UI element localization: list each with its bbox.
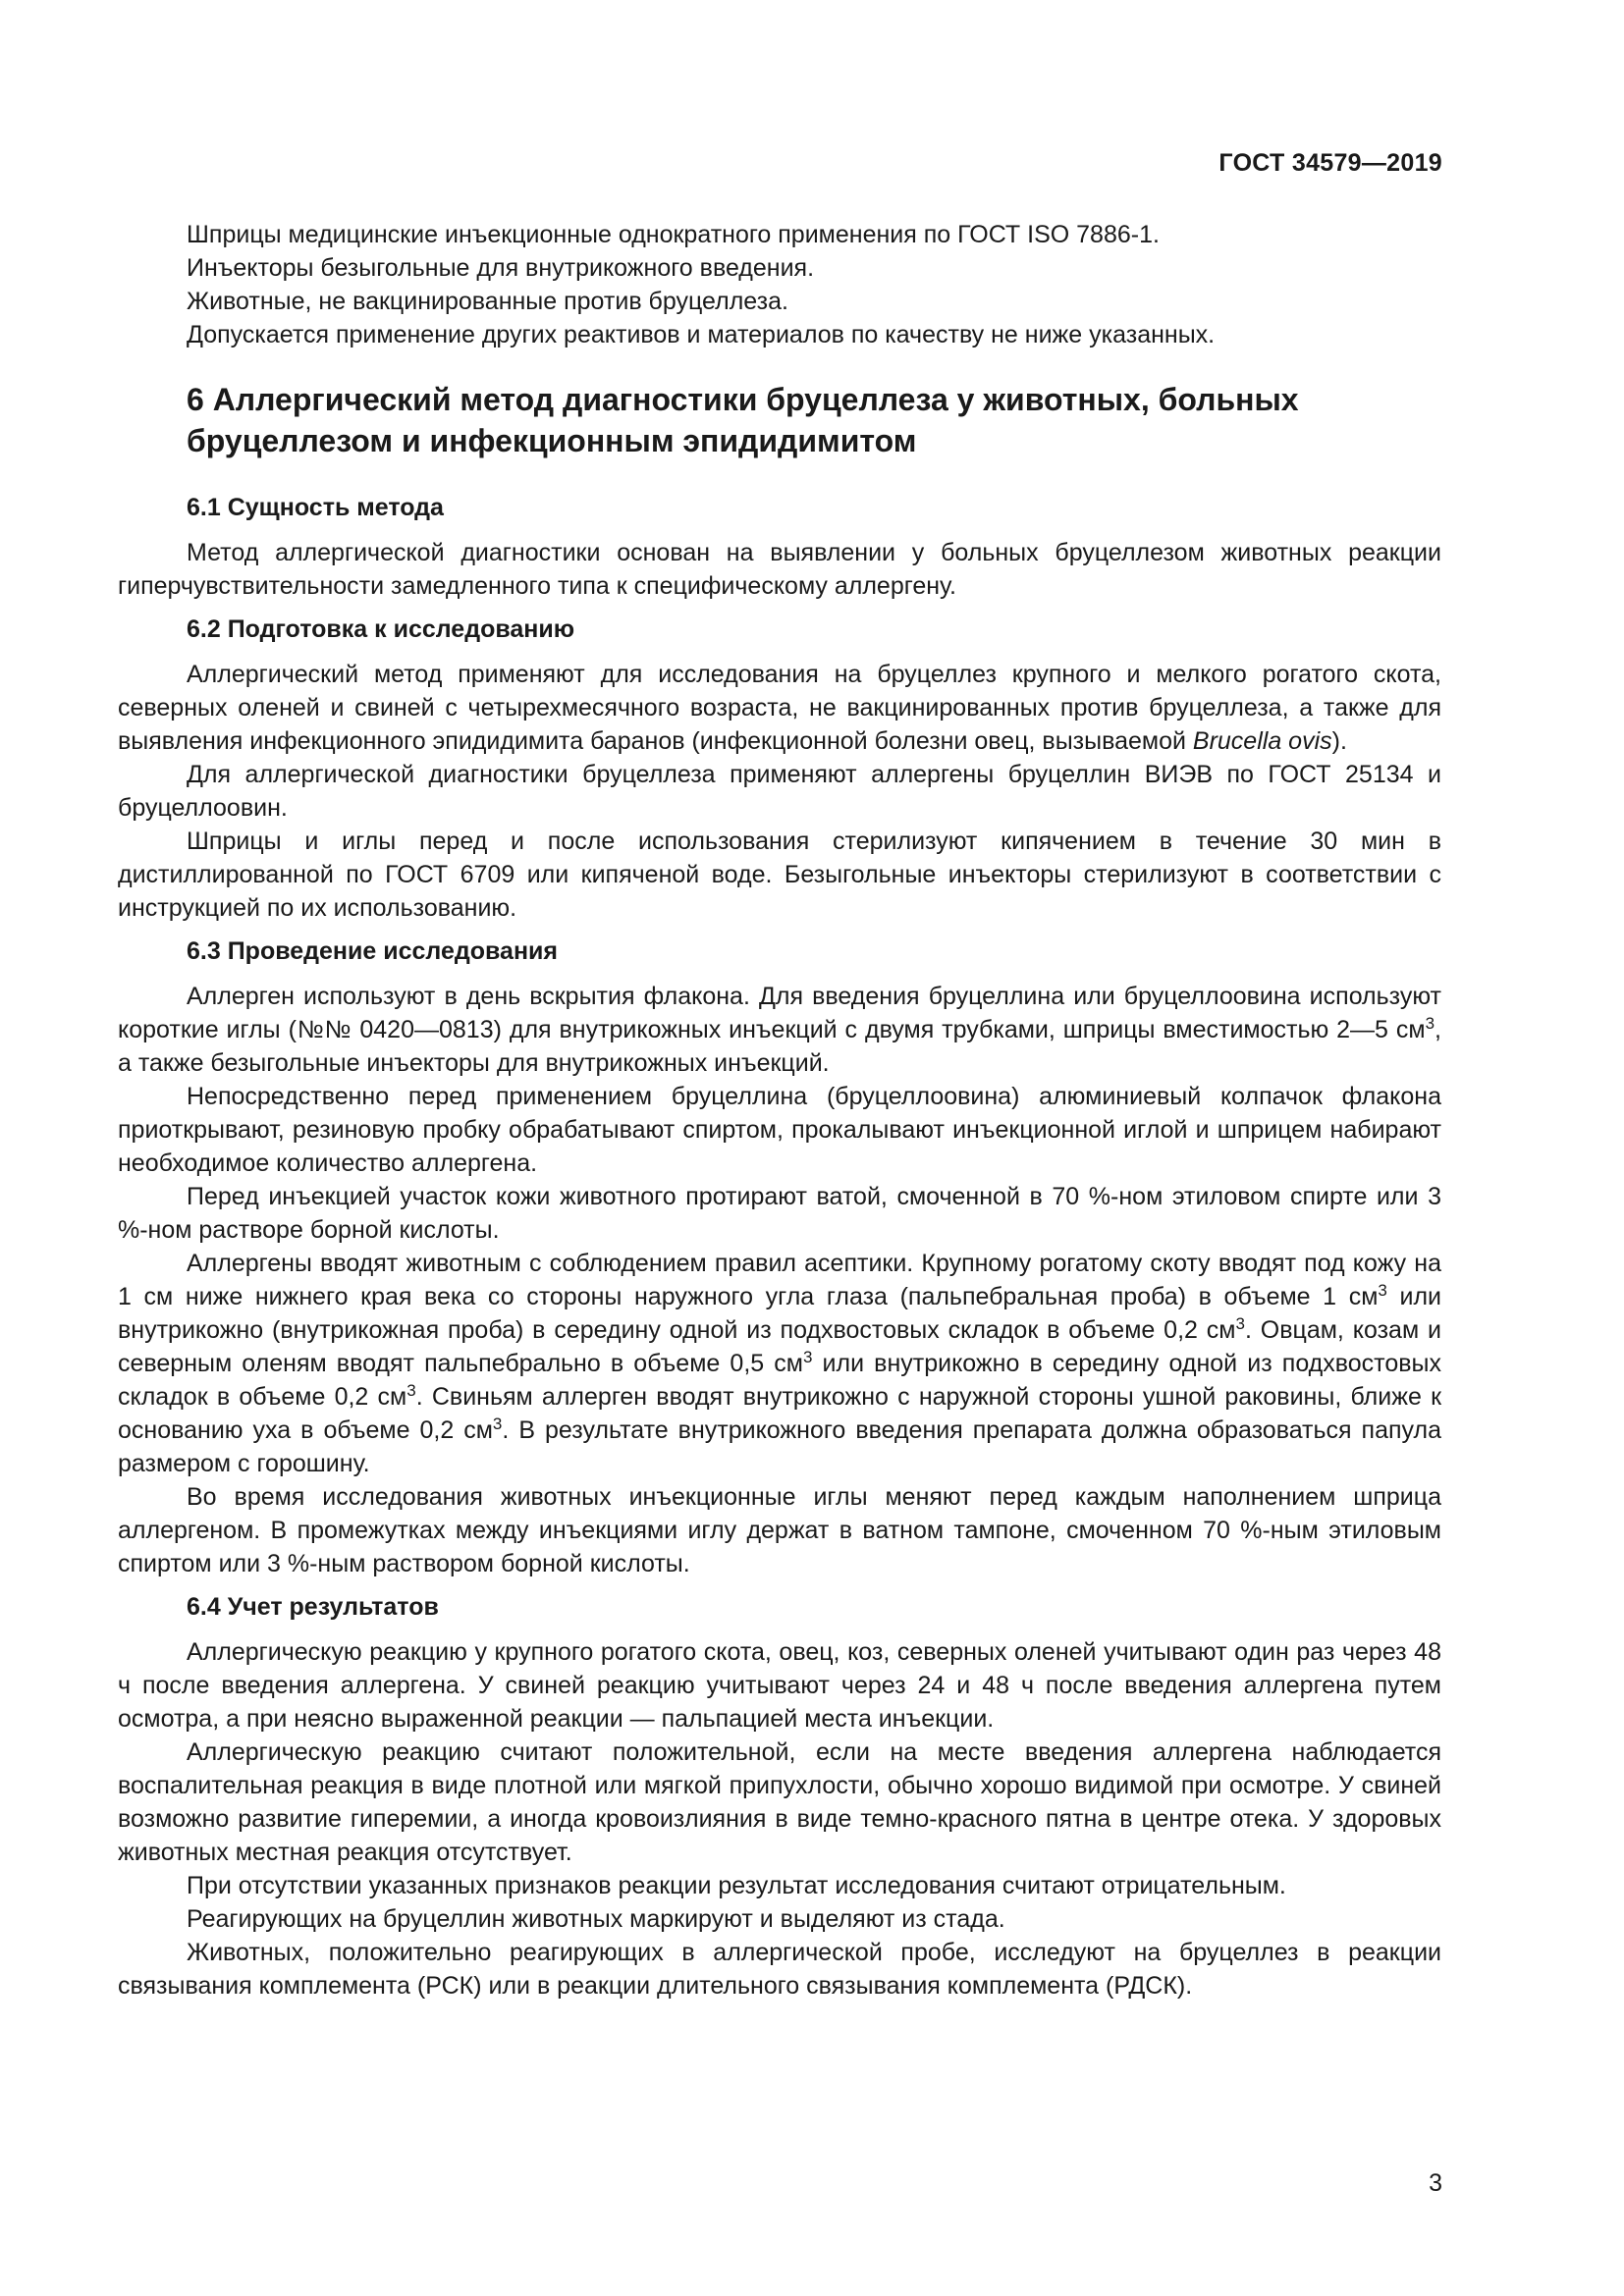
paragraph: Аллергены вводят животным с соблюдением правил асептики. Крупному рогатому скоту вводят под кожу на 1 см ниже нижнего края века со стороны наружного угла глаза (пальпебральная проба) в объеме 1 $см^3$ или внутрикожно (внутрикожная проба) в середину одной из подхвостовых складок в объеме 0,2 $см^3$. Овцам, козам и северным оленям вводят пальпебрально в объеме 0,5 $см^3$ или внутрикожно в середину одной из подхвостовых складок в объеме 0,2 $см^3$. Свиньям аллерген вводят внутрикожно с наружной стороны ушной раковины, ближе к основанию уха в объеме 0,2 $см^3$. В результате внутрикожного введения препарата должна образоваться папула размером с горошину.: [118, 1250, 1442, 1477]
section-6-title-line1: 6 Аллергический метод диагностики бруцеллеза у животных, больных: [187, 382, 1299, 417]
paragraph: Аллергическую реакцию считают положительной, если на месте введения аллергена наблюдается воспалительная реакция в виде плотной или мягкой припухлости, обычно хорошо видимой при осмотре. У свиней возможно развитие гиперемии, а иногда кровоизлияния в виде темно-красного пятна в центре отека. У здоровых животных местная реакция отсутствует.: [118, 1738, 1441, 1866]
document-id-header: ГОСТ 34579—2019: [1218, 149, 1442, 177]
paragraph: Шприцы и иглы перед и после использования стерилизуют кипячением в течение 30 мин в дистиллированной по ГОСТ 6709 или кипяченой воде. Безыгольные инъекторы стерилизуют в соответствии с инструкцией по их использованию.: [118, 828, 1441, 922]
superscript: 3: [802, 1348, 813, 1366]
subsection-6-4-title: 6.4 Учет результатов: [187, 1593, 439, 1621]
superscript: 3: [492, 1415, 503, 1433]
intro-line: Шприцы медицинские инъекционные однократного применения по ГОСТ ISO 7886-1.: [187, 221, 1160, 248]
subsection-6-3-title: 6.3 Проведение исследования: [187, 937, 559, 965]
species-name: Brucella ovis: [1192, 727, 1332, 755]
superscript: 3: [406, 1381, 416, 1400]
paragraph: Животных, положительно реагирующих в аллергической пробе, исследуют на бруцеллез в реакции связывания комплемента (РСК) или в реакции длительного связывания комплемента (РДСК).: [118, 1939, 1441, 2000]
document-body: [118, 218, 1441, 2002]
section-6-title-line2: бруцеллезом и инфекционным эпидидимитом: [187, 423, 917, 458]
paragraph: Аллергическую реакцию у крупного рогатого скота, овец, коз, северных оленей учитывают один раз через 48 ч после введения аллергена. У свиней реакцию учитывают через 24 и 48 ч после введения аллергена путем осмотра, а при неясно выраженной реакции — пальпацией места инъекции.: [118, 1638, 1441, 1733]
paragraph: Перед инъекцией участок кожи животного протирают ватой, смоченной в 70 %-ном этиловом спирте или 3 %-ном растворе борной кислоты.: [118, 1183, 1441, 1244]
page-number: 3: [1429, 2169, 1442, 2197]
paragraph: При отсутствии указанных признаков реакции результат исследования считают отрицательным.: [187, 1872, 1286, 1899]
superscript: 3: [1378, 1281, 1387, 1300]
subsection-6-2-title: 6.2 Подготовка к исследованию: [187, 615, 575, 643]
paragraph: Непосредственно перед применением бруцеллина (бруцеллоовина) алюминиевый колпачок флакона приоткрывают, резиновую пробку обрабатывают спиртом, прокалывают инъекционной иглой и шприцем набирают необходимое количество аллергена.: [118, 1083, 1441, 1177]
subsection-6-1-title: 6.1 Сущность метода: [187, 494, 444, 521]
paragraph: Реагирующих на бруцеллин животных маркируют и выделяют из стада.: [187, 1905, 1005, 1933]
intro-list: [118, 218, 1441, 351]
superscript: 3: [1235, 1314, 1245, 1333]
paragraph: Для аллергической диагностики бруцеллеза применяют аллергены бруцеллин ВИЭВ по ГОСТ 25134 и бруцеллоовин.: [118, 761, 1441, 822]
paragraph: Метод аллергической диагностики основан на выявлении у больных бруцеллезом животных реакции гиперчувствительности замедленного типа к специфическому аллергену.: [118, 539, 1441, 600]
intro-line: Инъекторы безыгольные для внутрикожного введения.: [187, 254, 815, 282]
paragraph: Во время исследования животных инъекционные иглы меняют перед каждым наполнением шприца аллергеном. В промежутках между инъекциями иглу держат в ватном тампоне, смоченном 70 %-ным этиловым спиртом или 3 %-ным раствором борной кислоты.: [118, 1483, 1441, 1577]
intro-line: Допускается применение других реактивов и материалов по качеству не ниже указанных.: [187, 321, 1216, 348]
intro-line: Животные, не вакцинированные против бруцеллеза.: [187, 288, 788, 315]
paragraph: Аллергический метод применяют для исследования на бруцеллез крупного и мелкого рогатого скота, северных оленей и свиней с четырехмесячного возраста, не вакцинированных против бруцеллеза, а также для выявления инфекционного эпидидимита баранов (инфекционной болезни овец, вызываемой Brucella ovis).: [118, 661, 1441, 755]
section-6-title: [187, 379, 1441, 461]
superscript: 3: [1425, 1014, 1435, 1033]
paragraph: Аллерген используют в день вскрытия флакона. Для введения бруцеллина или бруцеллоовина используют короткие иглы (№№ 0420—0813) для внутрикожных инъекций с двумя трубками, шприцы вместимостью 2—5 $см^3$, а также безыгольные инъекторы для внутрикожных инъекций.: [118, 983, 1441, 1077]
